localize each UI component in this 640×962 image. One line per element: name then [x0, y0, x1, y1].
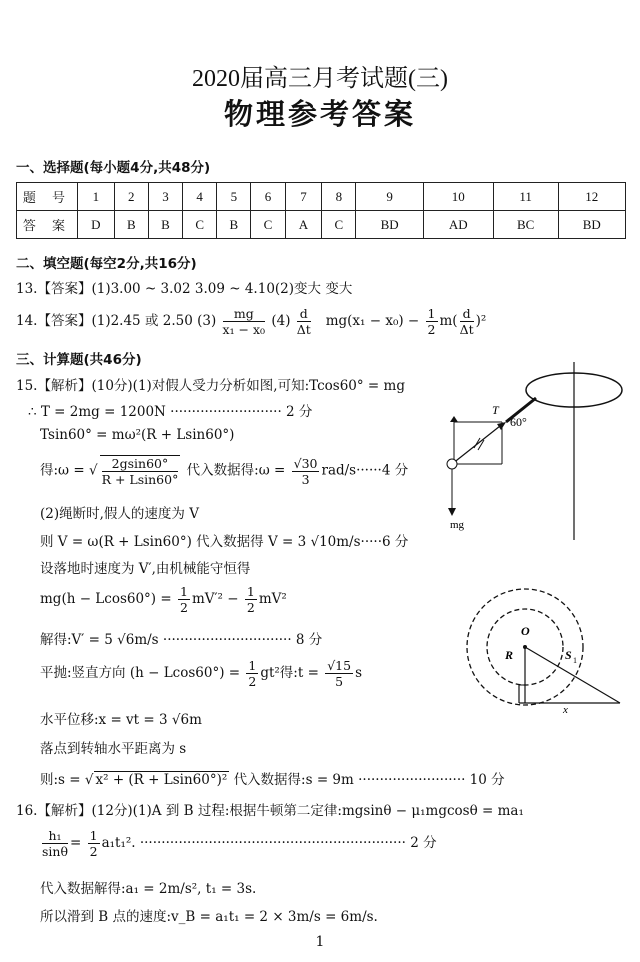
table-cell: BD: [558, 211, 625, 239]
force-diagram: [440, 360, 630, 540]
solution-line: 得:ω = √ $\frac{2gsin60^\circ}{R + Lsin60^\circ}$ 代入数据得:ω = $\frac{√30}{3}$ rad/s······4 分: [40, 455, 409, 487]
table-cell: BD: [356, 211, 423, 239]
table-cell: A: [285, 211, 322, 239]
solution-line: 15.【解析】(10分)(1)对假人受力分析如图,可知:Tcos60° = mg: [16, 378, 405, 394]
table-cell: 1: [78, 183, 115, 211]
table-cell: B: [148, 211, 182, 239]
section1-heading: 一、选择题(每小题4分,共48分): [16, 160, 211, 176]
table-cell: 4: [183, 183, 217, 211]
solution-line: 解得:V′ = 5 √6m/s ······························ 8 分: [40, 632, 323, 648]
solution-line: 16.【解析】(12分)(1)A 到 B 过程:根据牛顿第二定律:mgsinθ − μ₁mgcosθ = ma₁: [16, 803, 524, 819]
fraction: $\frac{mg}{\text{x₁ − x₀}}$: [222, 306, 266, 337]
table-cell: BC: [493, 211, 558, 239]
table-cell: 9: [356, 183, 423, 211]
label-T: T: [492, 403, 499, 417]
table-cell: 11: [493, 183, 558, 211]
fraction: $\frac{\text{h₁}}{\sin\theta}$: [42, 828, 68, 859]
solution-line: (2)绳断时,假人的速度为 V: [40, 506, 199, 522]
table-cell: C: [183, 211, 217, 239]
label-S: S: [565, 648, 572, 662]
label-x: x: [563, 704, 568, 715]
fraction: $\frac{1}{2}$: [179, 584, 188, 615]
table-row-answers: [17, 211, 626, 239]
table-cell: 6: [251, 183, 285, 211]
fraction: $\frac{1}{2}$: [89, 828, 98, 859]
section3-heading: 三、计算题(共46分): [16, 352, 142, 368]
table-cell: 3: [148, 183, 182, 211]
solution-line: mg(h − Lcos60°) = $\frac{1}{2}$ mV′² − $\frac{1}{2}$ mV²: [40, 584, 287, 615]
solution-line: $\frac{\text{h₁}}{\sin\theta}$ = $\frac{1}{2}$ a₁t₁². ······························································ 2 分: [42, 828, 437, 859]
table-cell: 12: [558, 183, 625, 211]
section2-heading: 二、填空题(每空2分,共16分): [16, 256, 197, 272]
solution-line: 则:s = √ x² + (R + Lsin60°)² 代入数据得:s = 9m ························· 10 分: [40, 772, 505, 788]
table-cell: C: [251, 211, 285, 239]
answer-table: [16, 182, 626, 239]
solution-line: 代入数据解得:a₁ = 2m/s², t₁ = 3s.: [40, 881, 257, 897]
table-cell: 8: [322, 183, 356, 211]
fraction: $\frac{1}{2}$: [246, 584, 255, 615]
sqrt-expression: x² + (R + Lsin60°)²: [95, 772, 228, 788]
document-title: 2020届高三月考试题(三): [192, 66, 448, 92]
label-S-sub: 1: [573, 656, 577, 665]
table-cell: 10: [423, 183, 493, 211]
table-cell: AD: [423, 211, 493, 239]
fraction: $\frac{d}{\Delta t}$: [296, 306, 311, 337]
label-mg: mg: [450, 519, 465, 531]
page-number: 1: [315, 934, 325, 950]
label-angle: 60°: [510, 415, 527, 429]
row-label-answer: 答 案: [17, 211, 78, 239]
table-cell: B: [217, 211, 251, 239]
table-cell: B: [114, 211, 148, 239]
fraction: $\frac{d}{\Delta t}$: [459, 306, 474, 337]
solution-line: 落点到转轴水平距离为 s: [40, 741, 187, 757]
arrow-head: [450, 416, 458, 422]
top-view-diagram: [455, 585, 630, 715]
fraction: $\frac{1}{2}$: [427, 306, 436, 337]
solution-line: 平抛:竖直方向 (h − Lcos60°) = $\frac{1}{2}$ gt²得:t = $\frac{√15}{5}$ s: [40, 658, 362, 689]
mass-point: [447, 459, 457, 469]
label-R: R: [505, 648, 514, 662]
answer-14: 14.【答案】(1)2.45 或 2.50 (3) $\frac{mg}{\text{x₁ − x₀}}$ (4) $\frac{d}{\Delta t}$ mg(x₁ − x₀) − $\frac{1}{2}$ m( $\frac{d}{\Delta t}$ )²: [16, 306, 487, 337]
row-label-number: 题 号: [17, 183, 78, 211]
table-cell: 5: [217, 183, 251, 211]
answer-13: 13.【答案】(1)3.00 ~ 3.02 3.09 ~ 4.10(2)变大 变大: [16, 281, 353, 297]
solution-line: ∴ T = 2mg = 1200N ·························· 2 分: [28, 404, 313, 420]
fraction: $\frac{√30}{3}$: [293, 455, 318, 487]
solution-line: 所以滑到 B 点的速度:v_B = a₁t₁ = 2 × 3m/s = 6m/s.: [40, 909, 378, 925]
document-subtitle: 物理参考答案: [223, 97, 416, 131]
label-O: O: [521, 624, 530, 638]
arrow-head: [448, 508, 456, 516]
table-cell: 2: [114, 183, 148, 211]
sqrt-fraction: $\frac{2gsin60^\circ}{R + Lsin60^\circ}$: [101, 456, 179, 487]
fraction: $\frac{√15}{5}$: [327, 658, 352, 689]
table-row-numbers: [17, 183, 626, 211]
fraction: $\frac{1}{2}$: [248, 658, 257, 689]
solution-line: 则 V = ω(R + Lsin60°) 代入数据得 V = 3 √10m/s·····6 分: [40, 534, 409, 550]
table-cell: D: [78, 211, 115, 239]
solution-line: Tsin60° = mω²(R + Lsin60°): [40, 427, 235, 443]
solution-line: 设落地时速度为 V′,由机械能守恒得: [40, 561, 251, 577]
solution-line: 水平位移:x = vt = 3 √6m: [40, 712, 202, 728]
table-cell: C: [322, 211, 356, 239]
table-cell: 7: [285, 183, 322, 211]
